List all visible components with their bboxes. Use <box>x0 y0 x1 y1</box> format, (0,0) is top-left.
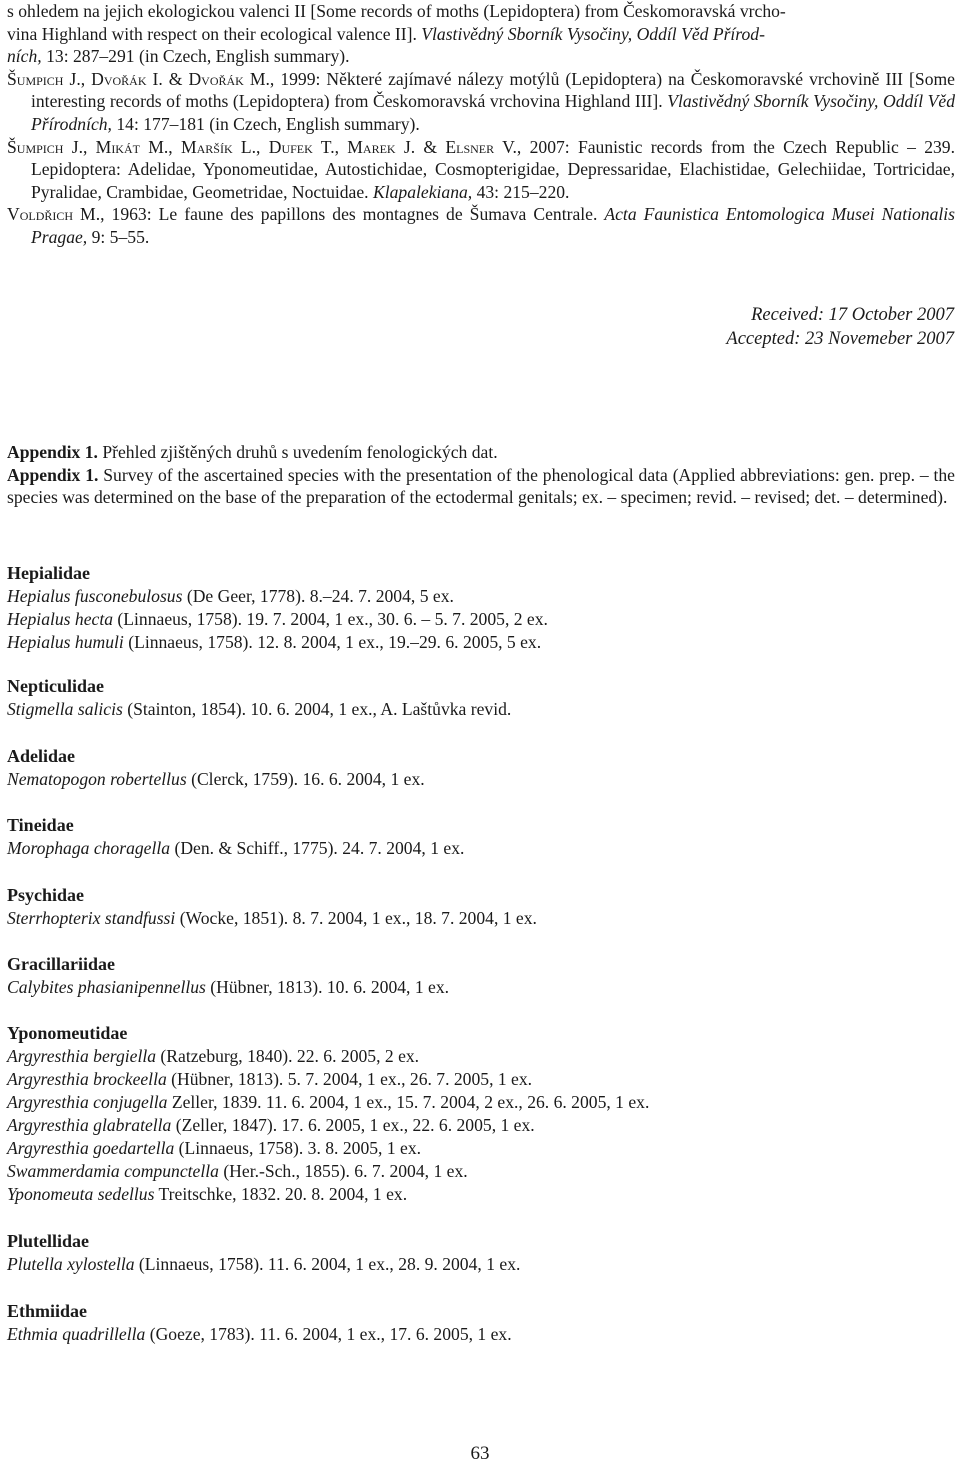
family-block <box>7 562 955 654</box>
species-name: Hepialus hecta <box>7 609 114 629</box>
appendix-label: Appendix 1. <box>7 464 99 485</box>
reference-entry <box>7 203 955 248</box>
species-data: Zeller, 1839. 11. 6. 2004, 1 ex., 15. 7. 2004, 2 ex., 26. 6. 2005, 1 ex. <box>167 1092 650 1112</box>
appendix-caption <box>7 441 955 509</box>
species-data: (Linnaeus, 1758). 19. 7. 2004, 1 ex., 30. 6. – 5. 7. 2005, 2 ex. <box>113 609 548 629</box>
species-record <box>7 608 955 631</box>
species-data: (Clerck, 1759). 16. 6. 2004, 1 ex. <box>186 769 425 789</box>
received-date: Received: 17 October 2007 <box>751 305 954 325</box>
species-record <box>7 631 955 654</box>
reference-tail: 43: 215–220. <box>472 181 570 202</box>
reference-line: vina Highland with respect on their ecological valence II]. <box>7 23 422 44</box>
species-record <box>7 698 955 721</box>
reference-entry <box>7 68 955 136</box>
species-name: Argyresthia goedartella <box>7 1138 175 1158</box>
submission-dates <box>726 303 954 351</box>
family-block <box>7 1300 955 1346</box>
family-block <box>7 675 955 721</box>
appendix-caption-cz <box>7 441 955 464</box>
reference-authors: Šumpich J., Mikát M., Maršík L., Dufek T., Marek J. & Elsner V. <box>7 136 517 157</box>
family-heading: Yponomeutidae <box>7 1023 128 1043</box>
species-data: (Stainton, 1854). 10. 6. 2004, 1 ex., A. Laštůvka revid. <box>122 699 512 719</box>
reference-line: s ohledem na jejich ekologickou valenci II [Some records of moths (Lepidoptera) from Českomoravská vrcho- <box>7 1 786 21</box>
species-record <box>7 1183 955 1206</box>
species-record <box>7 837 955 860</box>
reference-line: 13: 287–291 (in Czech, English summary). <box>41 46 350 67</box>
reference-tail: 14: 177–181 (in Czech, English summary). <box>111 113 420 134</box>
species-data: (Linnaeus, 1758). 11. 6. 2004, 1 ex., 28. 9. 2004, 1 ex. <box>134 1254 521 1274</box>
species-name: Yponomeuta sedellus <box>7 1184 155 1204</box>
species-name: Stigmella salicis <box>7 699 123 719</box>
accepted-date: Accepted: 23 Novemeber 2007 <box>726 329 954 349</box>
species-name: Sterrhopterix standfussi <box>7 908 176 928</box>
species-data: (Hübner, 1813). 10. 6. 2004, 1 ex. <box>205 977 450 997</box>
species-data: (Ratzeburg, 1840). 22. 6. 2005, 2 ex. <box>156 1046 420 1066</box>
species-data: (Her.-Sch., 1855). 6. 7. 2004, 1 ex. <box>218 1161 468 1181</box>
family-block <box>7 884 955 930</box>
species-record <box>7 1068 955 1091</box>
species-record <box>7 1160 955 1183</box>
species-name: Argyresthia glabratella <box>7 1115 172 1135</box>
species-data: (Wocke, 1851). 8. 7. 2004, 1 ex., 18. 7. 2004, 1 ex. <box>175 908 537 928</box>
species-data: (De Geer, 1778). 8.–24. 7. 2004, 5 ex. <box>182 586 454 606</box>
species-name: Plutella xylostella <box>7 1254 135 1274</box>
species-name: Swammerdamia compunctella <box>7 1161 219 1181</box>
species-data: (Zeller, 1847). 17. 6. 2005, 1 ex., 22. 6. 2005, 1 ex. <box>171 1115 535 1135</box>
species-record <box>7 1253 955 1276</box>
family-heading: Gracillariidae <box>7 954 115 974</box>
species-name: Argyresthia conjugella <box>7 1092 168 1112</box>
family-block <box>7 814 955 860</box>
species-name: Hepialus humuli <box>7 632 124 652</box>
species-record <box>7 1045 955 1068</box>
family-block <box>7 745 955 791</box>
reference-authors: Voldřich M. <box>7 204 101 225</box>
family-heading: Adelidae <box>7 746 76 766</box>
family-heading: Tineidae <box>7 815 74 835</box>
species-record <box>7 1137 955 1160</box>
species-record <box>7 585 955 608</box>
species-data: Treitschke, 1832. 20. 8. 2004, 1 ex. <box>154 1184 408 1204</box>
reference-text: , 2007: Faunistic records from the Czech Republic – 239. Lepidoptera: Adelidae, Yponomeutidae, Autostichidae, Cosmopterigidae, Depressaridae, Elachistidae, Gelechiidae, Tortricidae, Pyralidae, Crambidae, Geometridae, Noctuidae. <box>31 136 955 202</box>
species-record <box>7 1323 955 1346</box>
reference-tail: 9: 5–55. <box>87 226 150 247</box>
species-record <box>7 768 955 791</box>
page-number: 63 <box>470 1443 490 1464</box>
reference-text: , 1999: Některé zajímavé nálezy motýlů (Lepidoptera) na Českomoravské vrchovině III [Some interesting records of moths (Lepidoptera) from Českomoravská vrchovina Highland III]. <box>31 68 955 112</box>
family-heading: Ethmiidae <box>7 1301 88 1321</box>
species-data: (Hübner, 1813). 5. 7. 2004, 1 ex., 26. 7. 2005, 1 ex. <box>166 1069 533 1089</box>
appendix-text: Přehled zjištěných druhů s uvedením fenologických dat. <box>97 442 498 462</box>
species-record <box>7 1091 955 1114</box>
species-data: (Linnaeus, 1758). 12. 8. 2004, 1 ex., 19.–29. 6. 2005, 5 ex. <box>123 632 542 652</box>
reference-authors: Šumpich J., Dvořák I. & Dvořák M. <box>7 68 270 89</box>
reference-entry <box>7 136 955 204</box>
species-data: (Den. & Schiff., 1775). 24. 7. 2004, 1 ex. <box>170 838 465 858</box>
species-name: Nematopogon robertellus <box>7 769 187 789</box>
reference-entry <box>7 0 955 68</box>
reference-journal: Klapalekiana, <box>372 181 473 202</box>
species-name: Argyresthia brockeella <box>7 1069 167 1089</box>
family-heading: Plutellidae <box>7 1231 89 1251</box>
reference-text: , 1963: Le faune des papillons des montagnes de Šumava Centrale. <box>100 204 605 225</box>
family-block <box>7 1230 955 1276</box>
species-record <box>7 907 955 930</box>
appendix-label: Appendix 1. <box>7 442 98 462</box>
family-block <box>7 1022 955 1206</box>
species-name: Hepialus fusconebulosus <box>7 586 183 606</box>
reference-journal: Vlastivědný Sborník Vysočiny, Oddíl Věd Přírodních, <box>31 91 955 134</box>
species-name: Calybites phasianipennellus <box>7 977 206 997</box>
references-list <box>7 0 955 249</box>
species-data: (Linnaeus, 1758). 3. 8. 2005, 1 ex. <box>174 1138 422 1158</box>
family-block <box>7 953 955 999</box>
family-heading: Hepialidae <box>7 563 91 583</box>
appendix-caption-en <box>7 464 955 509</box>
species-name: Argyresthia bergiella <box>7 1046 157 1066</box>
family-heading: Nepticulidae <box>7 676 104 696</box>
species-name: Morophaga choragella <box>7 838 171 858</box>
species-name: Ethmia quadrillella <box>7 1324 146 1344</box>
reference-journal: Acta Faunistica Entomologica Musei Nationalis Pragae, <box>31 204 955 247</box>
reference-journal: ních, <box>7 46 42 67</box>
appendix-text: Survey of the ascertained species with the presentation of the phenological data (Applied abbreviations: gen. prep. – the species was determined on the base of the preparation of the ectodermal genitals; ex. – specimen; revid. – revised; det. – determined). <box>7 464 955 508</box>
species-record <box>7 1114 955 1137</box>
species-data: (Goeze, 1783). 11. 6. 2004, 1 ex., 17. 6. 2005, 1 ex. <box>145 1324 512 1344</box>
family-heading: Psychidae <box>7 885 85 905</box>
reference-journal: Vlastivědný Sborník Vysočiny, Oddíl Věd Přírod- <box>421 23 765 44</box>
species-record <box>7 976 955 999</box>
